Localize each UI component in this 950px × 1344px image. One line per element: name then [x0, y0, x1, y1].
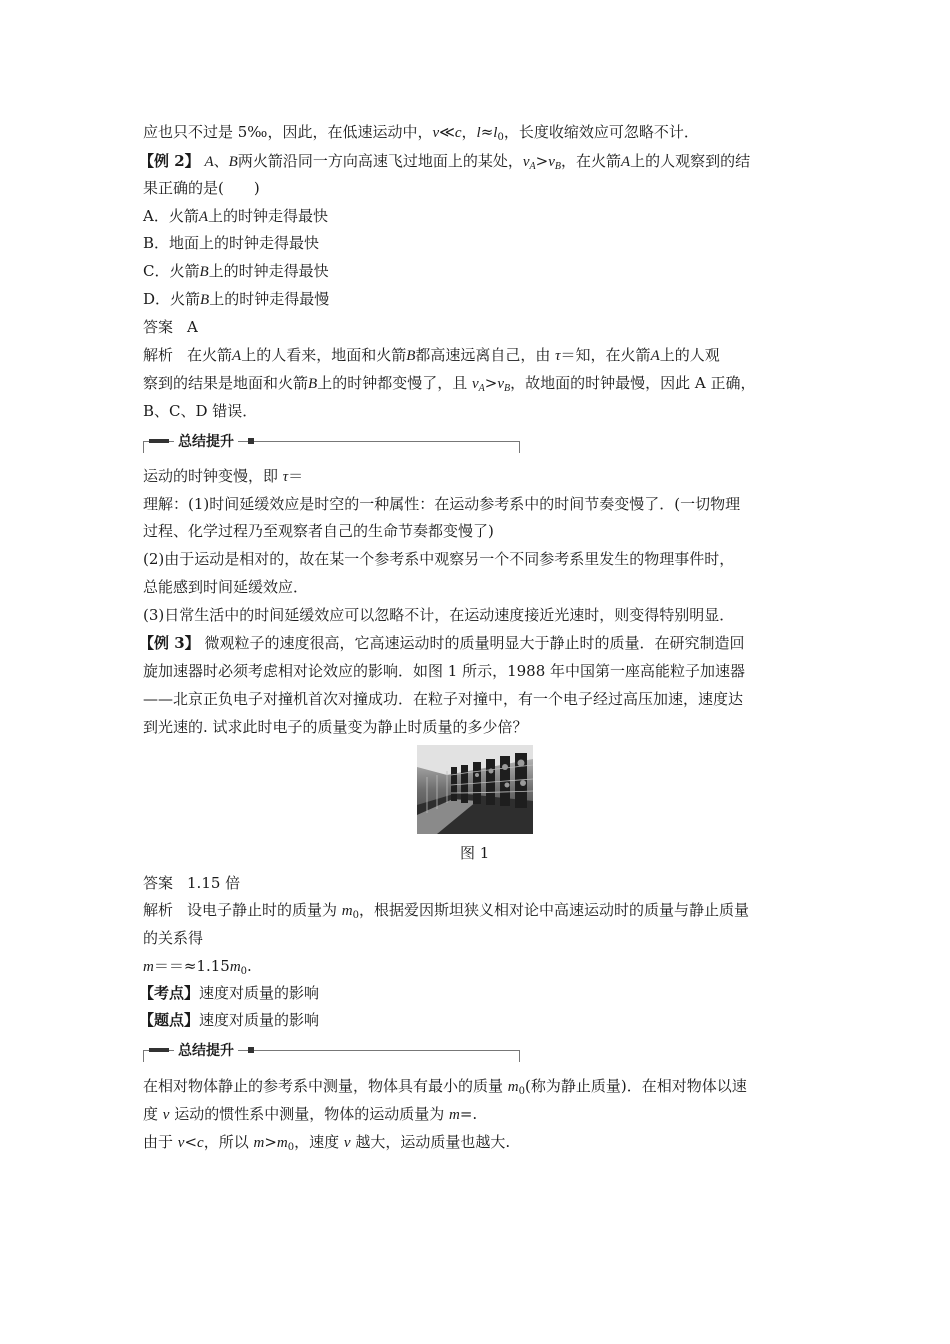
text: 越大，运动质量也越大. — [350, 1133, 511, 1151]
square-icon — [248, 438, 254, 444]
text-line: 到光速的. 试求此时电子的质量变为静止时质量的多少倍？ — [143, 718, 528, 736]
var: v — [162, 1107, 170, 1123]
text: 速度对质量的影响 — [199, 1011, 320, 1029]
summary-header-2 — [143, 1043, 520, 1063]
var: v — [471, 376, 479, 392]
var: m — [229, 959, 241, 975]
explanation-2-line-1 — [143, 344, 720, 367]
example-3-heading — [139, 632, 745, 654]
text: 两火箭沿同一方向高速飞过地面上的某处， — [237, 152, 523, 170]
var: c — [197, 1135, 204, 1151]
text: 上的人看来，地面和火箭 — [241, 346, 407, 364]
example-tag: 【例 2】 — [139, 152, 200, 170]
option-d — [143, 288, 329, 311]
answer-label: 答案 — [143, 874, 174, 892]
text-line: (2)由于运动是相对的，故在某一个参考系中观察另一个不同参考系里发生的物理事件时， — [143, 550, 735, 568]
text: C．火箭 — [143, 262, 200, 280]
text: ，长度收缩效应可忽略不计． — [503, 123, 699, 141]
text: ，在火箭 — [560, 152, 621, 170]
text: 应也只不过是 5‰，因此，在低速运动中， — [143, 123, 433, 141]
text-line: 理解：(1)时间延缓效应是时空的一种属性：在运动参考系中的时间节奏变慢了．(一切物理 — [143, 495, 741, 513]
explanation-2-line-2 — [143, 372, 755, 400]
summary-title: 总结提升 — [174, 431, 238, 451]
text: 微观粒子的速度很高，它高速运动时的质量明显大于静止时的质量．在研究制造回 — [199, 634, 745, 652]
summary-header-1 — [143, 434, 520, 454]
text: 上的时钟都变慢了，且 — [317, 374, 472, 392]
text: ≪ — [439, 123, 455, 141]
text: =. — [459, 1105, 478, 1123]
text: . — [247, 957, 252, 975]
text: 运动的惯性系中测量，物体的运动质量为 — [169, 1105, 449, 1123]
var: m — [449, 1107, 460, 1123]
subscript: B — [554, 161, 561, 172]
text-line — [143, 1075, 747, 1103]
text-line: 总能感到时间延缓效应． — [143, 578, 309, 596]
knowledge-point — [139, 982, 320, 1004]
text: ＝＝≈1.15 — [153, 957, 230, 975]
text: ，故地面的时钟最慢，因此 A 正确， — [510, 374, 756, 392]
text: 度 — [143, 1105, 163, 1123]
topic-point — [139, 1009, 320, 1031]
text: > — [484, 374, 498, 392]
subscript: A — [478, 383, 485, 394]
var: B — [308, 376, 318, 392]
var: m — [341, 903, 353, 919]
subscript: 0 — [352, 910, 360, 921]
text: 上的时钟走得最慢 — [209, 290, 330, 308]
var: A — [620, 154, 631, 170]
answer-3 — [143, 872, 240, 894]
subscript: 0 — [287, 1142, 295, 1153]
text: 速度对质量的影响 — [199, 984, 320, 1002]
text: (称为静止质量)．在相对物体以速 — [525, 1077, 747, 1095]
explanation-3-line-1 — [143, 899, 749, 927]
particle-accelerator-photo — [417, 745, 533, 834]
text: ，根据爱因斯坦狭义相对论中高速运动时的质量与静止质量 — [359, 901, 750, 919]
divider — [143, 441, 144, 453]
figure-caption: 图 1 — [460, 844, 490, 862]
square-icon — [248, 1047, 254, 1053]
text: 上的人观察到的结 — [630, 152, 751, 170]
var: l — [476, 125, 481, 141]
point-tag: 【题点】 — [139, 1011, 200, 1029]
var: v — [177, 1135, 185, 1151]
subscript: 0 — [518, 1086, 525, 1097]
text: 设电子静止时的质量为 — [187, 901, 342, 919]
text-line: (3)日常生活中的时间延缓效应可以忽略不计，在运动速度接近光速时，则变得特别明显． — [143, 606, 735, 624]
text: 都高速远离自己，由 — [415, 346, 556, 364]
var: m — [253, 1135, 265, 1151]
text: < — [184, 1133, 198, 1151]
option-a — [143, 205, 328, 228]
text: ，所以 — [203, 1133, 254, 1151]
text-line — [143, 465, 303, 488]
var: v — [497, 376, 504, 392]
text: ，速度 — [294, 1133, 344, 1151]
text: 上的时钟走得最快 — [208, 262, 329, 280]
var: B — [228, 154, 238, 170]
example-tag: 【例 3】 — [139, 634, 200, 652]
text: D．火箭 — [143, 290, 201, 308]
explanation-label: 解析 — [143, 346, 174, 364]
text: 在火箭 — [187, 346, 233, 364]
option-b: B．地面上的时钟走得最快 — [143, 234, 320, 252]
text: > — [535, 152, 549, 170]
text-line — [143, 121, 699, 149]
answer-value: 1.15 倍 — [187, 874, 241, 892]
subscript: 0 — [240, 966, 248, 977]
var: τ — [555, 348, 561, 364]
text: > — [264, 1133, 277, 1151]
answer-2 — [143, 316, 198, 338]
text: 上的人观 — [659, 346, 720, 364]
text-line: 过程、化学过程乃至观察者自己的生命节奏都变慢了) — [143, 522, 494, 540]
var: c — [454, 125, 462, 141]
var: v — [432, 125, 440, 141]
answer-label: 答案 — [143, 318, 174, 336]
formula-line — [143, 955, 252, 983]
text: ≈ — [480, 123, 494, 141]
option-c — [143, 260, 329, 283]
text: 在相对物体静止的参考系中测量，物体具有最小的质量 — [143, 1077, 508, 1095]
text-line — [143, 1131, 510, 1159]
text-line — [143, 1103, 477, 1126]
text: 察到的结果是地面和火箭 — [143, 374, 309, 392]
point-tag: 【考点】 — [139, 984, 200, 1002]
subscript: A — [529, 161, 536, 172]
text: 运动的时钟变慢，即 — [143, 467, 283, 485]
text: ＝ — [288, 467, 304, 485]
example-2-heading — [139, 150, 751, 178]
var: v — [522, 154, 530, 170]
text-line: B、C、D 错误． — [143, 402, 258, 420]
var: m — [507, 1079, 519, 1095]
var: m — [143, 959, 154, 975]
var: l — [493, 125, 498, 141]
divider — [143, 1050, 144, 1062]
text-line: ——北京正负电子对撞机首次对撞成功．在粒子对撞中，有一个电子经过高压加速，速度达 — [143, 690, 744, 708]
text: ＝知，在火箭 — [560, 346, 651, 364]
explanation-label: 解析 — [143, 901, 174, 919]
answer-value: A — [187, 318, 198, 336]
subscript: B — [504, 383, 511, 394]
var: v — [548, 154, 555, 170]
var: A — [204, 154, 214, 170]
bullet-icon — [149, 439, 169, 443]
text: 由于 — [143, 1133, 178, 1151]
subscript: 0 — [497, 132, 504, 143]
var: v — [343, 1135, 351, 1151]
var: A — [232, 348, 242, 364]
summary-title: 总结提升 — [174, 1040, 238, 1060]
bullet-icon — [149, 1048, 169, 1052]
var: B — [199, 264, 209, 280]
text-line: 旋加速器时必须考虑相对论效应的影响．如图 1 所示，1988 年中国第一座高能粒子加速器 — [143, 662, 746, 680]
text-line: 的关系得 — [143, 929, 204, 947]
var: B — [200, 292, 210, 308]
var: B — [406, 348, 416, 364]
divider — [519, 441, 520, 453]
var: A — [650, 348, 660, 364]
var: A — [198, 209, 209, 225]
text: ， — [461, 123, 477, 141]
text: A．火箭 — [143, 207, 199, 225]
divider — [519, 1050, 520, 1062]
var: m — [276, 1135, 288, 1151]
text: 上的时钟走得最快 — [208, 207, 329, 225]
var: τ — [282, 469, 289, 485]
text: 、 — [213, 152, 229, 170]
text-line: 果正确的是( ) — [143, 179, 260, 197]
